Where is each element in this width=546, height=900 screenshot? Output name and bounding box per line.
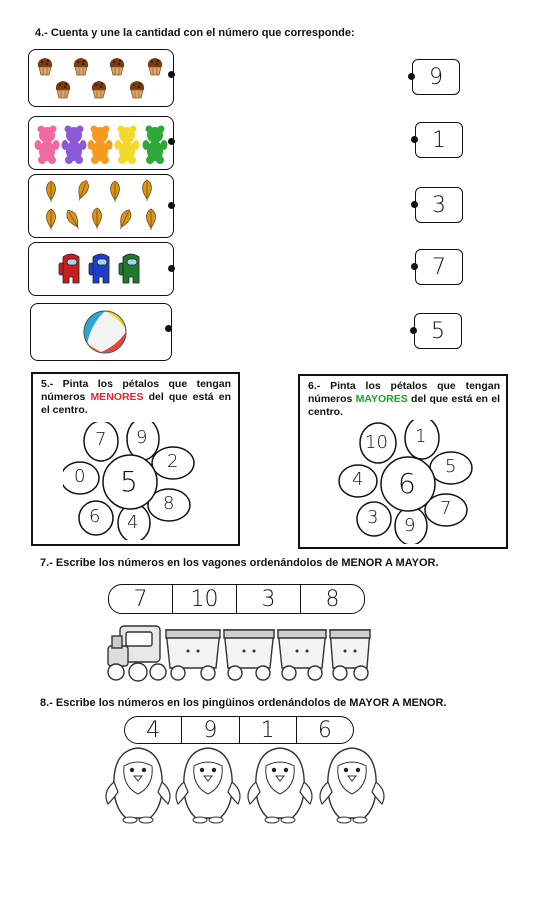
q6-panel	[298, 374, 508, 549]
q5-instructions: 5.- Pinta los pétalos que tengan números MENORES del que está en el centro.	[41, 378, 231, 416]
petal-number: 8	[163, 493, 175, 514]
q4-title: 4.- Cuenta y une la cantidad con el número que corresponde:	[35, 27, 355, 39]
center-number: 6	[398, 467, 416, 500]
petal-number: 9	[404, 515, 416, 536]
strip-cell: 9	[182, 717, 239, 743]
number-box: 9	[412, 59, 460, 95]
penguin-icon	[104, 746, 394, 824]
match-dot[interactable]	[411, 136, 418, 143]
number-box: 1	[415, 122, 463, 158]
petal-number: 3	[367, 507, 379, 528]
picture-box-leaves	[28, 174, 174, 238]
q7-title: 7.- Escribe los números en los vagones ordenándolos de MENOR A MAYOR.	[40, 557, 439, 569]
match-dot[interactable]	[168, 138, 175, 145]
number-box: 3	[415, 187, 463, 223]
petal-number: 6	[89, 506, 101, 527]
match-dot[interactable]	[411, 201, 418, 208]
gummy-bear-icon	[29, 117, 173, 169]
picture-box-gummy-bears	[28, 116, 174, 170]
q6-instructions: 6.- Pinta los pétalos que tengan números MAYORES del que está en el centro.	[308, 380, 500, 418]
beach-ball-icon	[31, 304, 171, 360]
number-box: 7	[415, 249, 463, 285]
strip-cell: 4	[125, 717, 182, 743]
petal-number: 1	[415, 426, 427, 447]
petal-number: 4	[127, 512, 139, 533]
strip-cell: 7	[109, 585, 173, 613]
number-strip-q8	[124, 716, 354, 744]
leaf-icon	[29, 175, 173, 237]
q8-title: 8.- Escribe los números en los pingüinos ordenándolos de MAYOR A MENOR.	[40, 697, 447, 709]
match-dot[interactable]	[168, 71, 175, 78]
picture-box-astronauts	[28, 242, 174, 296]
center-number: 5	[120, 465, 138, 498]
train-icon	[104, 616, 374, 688]
strip-cell: 10	[173, 585, 237, 613]
muffin-icon	[29, 50, 173, 106]
q5-panel	[31, 372, 240, 546]
astronaut-icon	[29, 243, 173, 295]
petal-number: 10	[365, 432, 388, 453]
strip-cell: 8	[325, 586, 340, 612]
petal-number: 0	[74, 466, 86, 487]
petal-number: 7	[95, 429, 107, 450]
number-strip-q7	[108, 584, 365, 614]
petal-number: 4	[352, 469, 364, 490]
match-dot[interactable]	[168, 202, 175, 209]
match-dot[interactable]	[411, 263, 418, 270]
petal-number: 5	[445, 456, 457, 477]
picture-box-muffins	[28, 49, 174, 107]
match-dot[interactable]	[168, 265, 175, 272]
number-box: 5	[414, 313, 462, 349]
strip-cell: 3	[237, 585, 301, 613]
match-dot[interactable]	[408, 73, 415, 80]
match-dot[interactable]	[165, 325, 172, 332]
petal-number: 7	[440, 498, 452, 519]
strip-cell: 6	[317, 717, 332, 743]
petal-number: 9	[136, 427, 148, 448]
picture-box-ball	[30, 303, 172, 361]
match-dot[interactable]	[410, 327, 417, 334]
strip-cell: 1	[240, 717, 297, 743]
petal-number: 2	[167, 451, 179, 472]
